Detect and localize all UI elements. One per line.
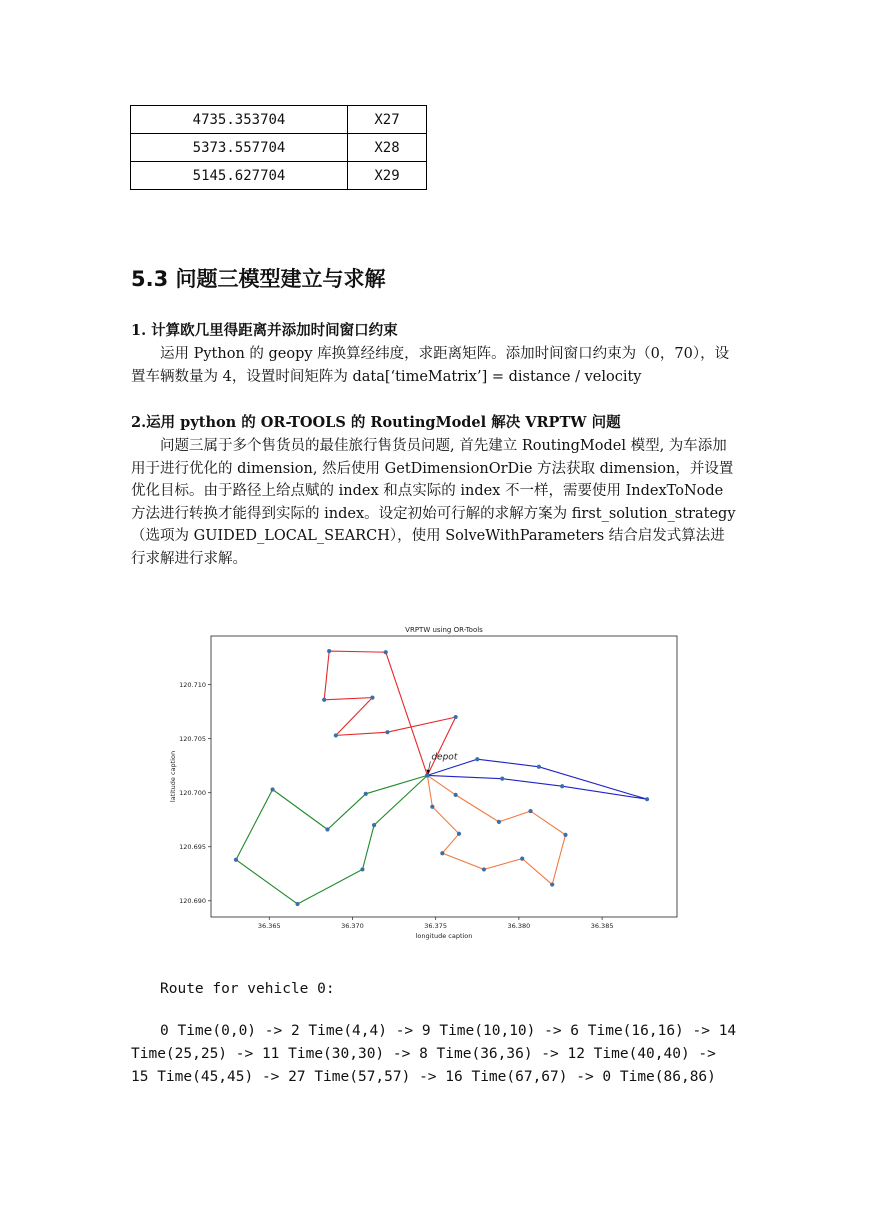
- route-point: [322, 698, 326, 702]
- chart-title: VRPTW using OR-Tools: [405, 626, 483, 634]
- route-point: [385, 730, 389, 734]
- route-line-2: [427, 775, 565, 884]
- route-text: 0 Time(0,0) -> 2 Time(4,4) -> 9 Time(10,10) -> 6 Time(16,16) -> 14 Time(25,25) -> 11 Time(30,30) -> 8 Time(36,36) -> 12 Time(40,40) -> 15 Time(45,45) -> 27 Time(57,57) -> 16 Time(67,67) -> 0 Time(86,86): [131, 1023, 745, 1085]
- route-point: [295, 902, 299, 906]
- route-point: [327, 649, 331, 653]
- table-cell: 4735.353704: [131, 106, 348, 134]
- step1-text: 运用 Python 的 geopy 库换算经纬度，求距离矩阵。添加时间窗口约束为（0，70），设置车辆数量为 4，设置时间矩阵为 data[‘timeMatrix’] = distance / velocity: [131, 346, 730, 385]
- route-point: [482, 867, 486, 871]
- route-point: [457, 832, 461, 836]
- table-cell: X27: [348, 106, 427, 134]
- route-line-3: [236, 775, 427, 904]
- y-tick-label: 120.700: [179, 789, 206, 798]
- table-cell: X28: [348, 134, 427, 162]
- route-point: [500, 777, 504, 781]
- y-tick-label: 120.690: [179, 897, 206, 906]
- section-title: 5.3 问题三模型建立与求解: [131, 267, 386, 291]
- route-point: [537, 765, 541, 769]
- route-point: [234, 858, 238, 862]
- table-cell: X29: [348, 162, 427, 190]
- depot-label: depot: [431, 752, 458, 763]
- table-cell: 5145.627704: [131, 162, 348, 190]
- route-heading: Route for vehicle 0:: [160, 981, 335, 997]
- route-point: [563, 833, 567, 837]
- y-tick-label: 120.705: [179, 734, 206, 743]
- route-point: [364, 792, 368, 796]
- step2-heading: 2.运用 python 的 OR-TOOLS 的 RoutingModel 解决 VRPTW 问题: [131, 414, 621, 431]
- table-row: [131, 106, 427, 134]
- route-point: [454, 793, 458, 797]
- route-point: [550, 882, 554, 886]
- route-point: [454, 715, 458, 719]
- route-point: [520, 857, 524, 861]
- table-row: [131, 134, 427, 162]
- route-point: [497, 820, 501, 824]
- route-point: [372, 823, 376, 827]
- route-point: [270, 787, 274, 791]
- table-row: [131, 162, 427, 190]
- x-tick-label: 36.385: [590, 922, 614, 930]
- x-tick-label: 36.375: [424, 922, 448, 930]
- route-point: [384, 650, 388, 654]
- y-axis-label: latitude caption: [169, 750, 177, 803]
- y-tick-label: 120.695: [179, 843, 206, 852]
- route-point: [560, 784, 564, 788]
- y-tick-label: 120.710: [179, 680, 206, 689]
- step1-heading: 1. 计算欧几里得距离并添加时间窗口约束: [131, 322, 398, 339]
- vrptw-chart: [163, 624, 705, 942]
- route-point: [370, 696, 374, 700]
- route-point: [430, 805, 434, 809]
- route-point: [475, 757, 479, 761]
- route-point: [334, 733, 338, 737]
- route-point: [528, 809, 532, 813]
- route-point: [325, 827, 329, 831]
- result-table: [130, 105, 427, 190]
- table-cell: 5373.557704: [131, 134, 348, 162]
- x-tick-label: 36.365: [257, 922, 281, 930]
- vrptw-figure: [163, 624, 705, 942]
- x-tick-label: 36.370: [341, 922, 364, 930]
- route-point: [440, 851, 444, 855]
- route-point: [360, 867, 364, 871]
- step2-text: 问题三属于多个售货员的最佳旅行售货员问题, 首先建立 RoutingModel 模型, 为车添加用于进行优化的 dimension, 然后使用 GetDimensionOrDie 方法获取 dimension，并设置优化目标。由于路径上给点赋的 index 和点实际的 index 不一样，需要使用 IndexToNode 方法进行转换才能得到实际的 index。设定初始可行解的求解方案为 first_solution_strategy（选项为 GUIDED_LOCAL_SEARCH），使用 SolveWithParameters 结合启发式算法进行求解进行求解。: [131, 438, 736, 567]
- x-tick-label: 36.380: [507, 922, 531, 930]
- route-line-1: [427, 759, 647, 799]
- route-point: [425, 773, 429, 777]
- route-point: [645, 797, 649, 801]
- x-axis-label: longitude caption: [415, 932, 473, 940]
